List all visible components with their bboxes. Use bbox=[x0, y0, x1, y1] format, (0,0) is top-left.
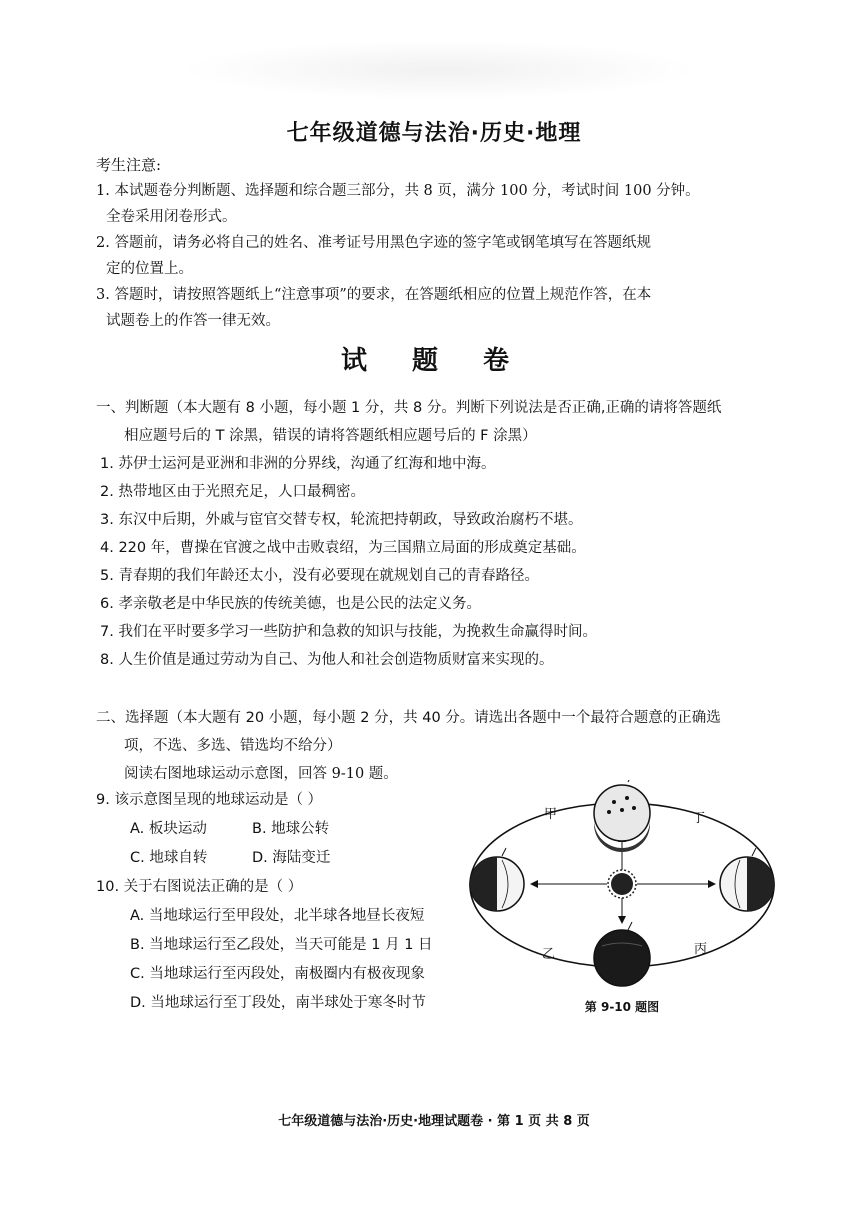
option: C. 地球自转 bbox=[130, 850, 208, 866]
notice-item bbox=[96, 230, 736, 282]
paper-title: 试 题 卷 bbox=[340, 346, 528, 376]
option: C. 当地球运行至丙段处，南极圈内有极夜现象 bbox=[130, 966, 425, 982]
page-title: 七年级道德与法治·历史·地理 bbox=[286, 121, 582, 146]
option: D. 海陆变迁 bbox=[252, 850, 331, 866]
notice-item bbox=[96, 282, 736, 334]
question-stem: 9. 该示意图呈现的地球运动是（ ） bbox=[96, 792, 323, 808]
notice-list bbox=[96, 178, 736, 334]
question-item: 2. 热带地区由于光照充足，人口最稠密。 bbox=[100, 484, 365, 500]
option: B. 地球公转 bbox=[252, 821, 330, 837]
question-item: 1. 苏伊士运河是亚洲和非洲的分界线，沟通了红海和地中海。 bbox=[100, 456, 496, 472]
option: D. 当地球运行至丁段处，南半球处于寒冬时节 bbox=[130, 995, 426, 1011]
notice-line: 试题卷上的作答一律无效。 bbox=[106, 313, 280, 329]
label-yi: 乙 bbox=[542, 947, 556, 962]
question-item: 4. 220 年，曹操在官渡之战中击败袁绍，为三国鼎立局面的形成奠定基础。 bbox=[100, 540, 586, 556]
earth-bottom-icon bbox=[594, 922, 650, 986]
notice-item bbox=[96, 178, 736, 230]
notice-line: 1. 本试题卷分判断题、选择题和综合题三部分，共 8 页，满分 100 分，考试时间 100 分钟。 bbox=[96, 183, 700, 199]
question-item: 3. 东汉中后期，外戚与宦官交替专权，轮流把持朝政，导致政治腐朽不堪。 bbox=[100, 512, 583, 528]
section-heading: 二、选择题（本大题有 20 小题，每小题 2 分，共 40 分。请选出各题中一个最符合题意的正确选 bbox=[96, 710, 721, 726]
option: A. 板块运动 bbox=[130, 821, 207, 837]
notice-line: 3. 答题时，请按照答题纸上“注意事项”的要求，在答题纸相应的位置上规范作答，在本 bbox=[96, 287, 652, 303]
option-row bbox=[96, 815, 476, 844]
section-heading: 一、判断题（本大题有 8 小题，每小题 1 分，共 8 分。判断下列说法是否正确,正确的请将答题纸 bbox=[96, 400, 722, 416]
section-heading-cont: 相应题号后的 T 涂黑，错误的请将答题纸相应题号后的 F 涂黑） bbox=[124, 428, 537, 444]
sun-icon bbox=[608, 870, 636, 898]
scan-smudge bbox=[180, 40, 700, 100]
question-stem: 10. 关于右图说法正确的是（ ） bbox=[96, 879, 303, 895]
page-footer: 七年级道德与法治·历史·地理试题卷 · 第 1 页 共 8 页 bbox=[278, 1114, 590, 1129]
earth-orbit-diagram bbox=[462, 780, 792, 1025]
label-ding: 丁 bbox=[692, 811, 706, 826]
earth-top-icon bbox=[594, 780, 650, 852]
section-heading-cont: 项，不选、多选、错选均不给分） bbox=[124, 738, 342, 754]
figure-caption: 第 9-10 题图 bbox=[584, 1000, 660, 1014]
label-bing: 丙 bbox=[694, 942, 708, 957]
reading-prompt: 阅读右图地球运动示意图，回答 9-10 题。 bbox=[124, 766, 398, 782]
question-item: 5. 青春期的我们年龄还太小，没有必要现在就规划自己的青春路径。 bbox=[100, 568, 539, 584]
notice-line: 2. 答题前，请务必将自己的姓名、准考证号用黑色字迹的签字笔或钢笔填写在答题纸规 bbox=[96, 235, 651, 251]
label-jia: 甲 bbox=[544, 807, 558, 822]
notice-heading: 考生注意: bbox=[96, 156, 162, 174]
question-item: 6. 孝亲敬老是中华民族的传统美德，也是公民的法定义务。 bbox=[100, 596, 481, 612]
questions-9-10 bbox=[96, 786, 476, 1018]
notice-line: 定的位置上。 bbox=[106, 261, 193, 277]
section-true-false bbox=[96, 394, 796, 674]
question-item: 8. 人生价值是通过劳动为自己、为他人和社会创造物质财富来实现的。 bbox=[100, 652, 554, 668]
option: B. 当地球运行至乙段处，当天可能是 1 月 1 日 bbox=[130, 937, 433, 953]
notice-line: 全卷采用闭卷形式。 bbox=[106, 209, 237, 225]
option-row bbox=[96, 844, 476, 873]
option: A. 当地球运行至甲段处，北半球各地昼长夜短 bbox=[130, 908, 425, 924]
question-item: 7. 我们在平时要多学习一些防护和急救的知识与技能，为挽救生命赢得时间。 bbox=[100, 624, 597, 640]
section-multiple-choice bbox=[96, 704, 796, 788]
